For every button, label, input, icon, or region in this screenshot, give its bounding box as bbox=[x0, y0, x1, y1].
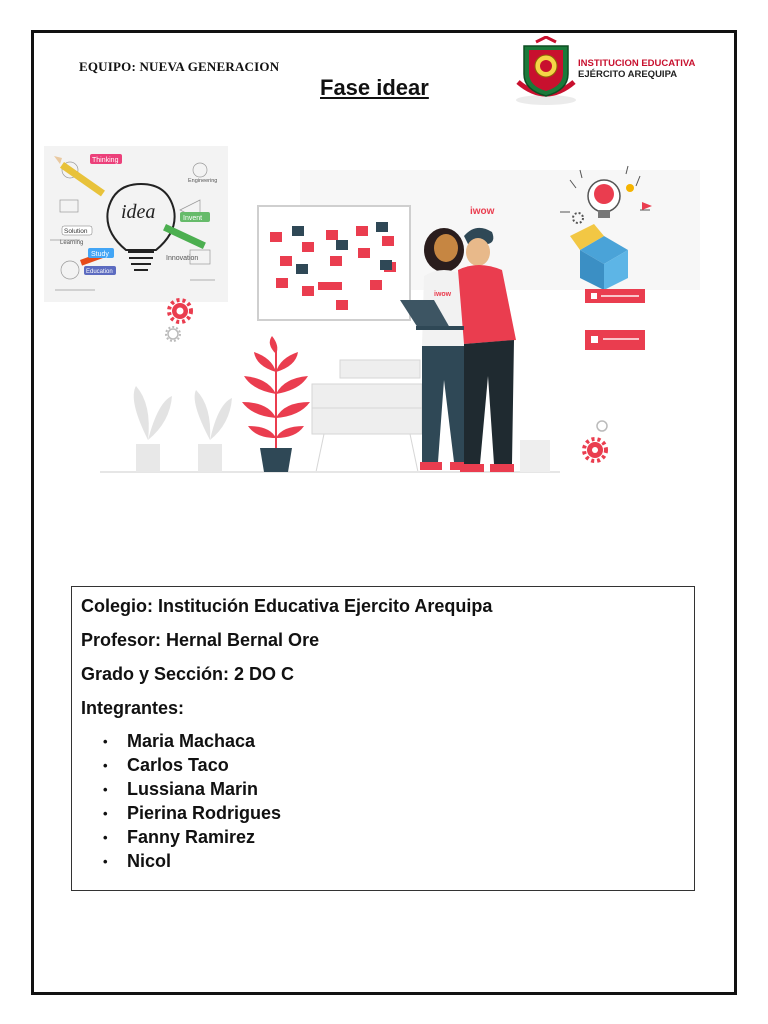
grade-line: Grado y Sección: 2 DO C bbox=[81, 664, 295, 684]
list-item: • Maria Machaca bbox=[127, 729, 685, 753]
gear-icon bbox=[166, 327, 180, 341]
team-name: EQUIPO: NUEVA GENERACION bbox=[79, 59, 280, 74]
gear-icon bbox=[584, 439, 606, 461]
idea-sketch-image bbox=[44, 146, 228, 302]
teacher-line: Profesor: Hernal Bernal Ore bbox=[81, 630, 320, 650]
members-label: Integrantes: bbox=[81, 698, 185, 718]
idea-word: Learning bbox=[60, 240, 84, 246]
shirt-mark: iwow bbox=[434, 291, 452, 298]
list-item: • Pierina Rodrigues bbox=[127, 801, 685, 825]
idea-word: Engineering bbox=[188, 178, 218, 184]
info-box bbox=[71, 586, 695, 891]
list-item: • Carlos Taco bbox=[127, 753, 685, 777]
comment-card bbox=[585, 330, 645, 350]
gear-icon bbox=[597, 421, 607, 431]
list-item: • Nicol bbox=[127, 849, 685, 873]
idea-word: Solution bbox=[64, 228, 88, 235]
members-list bbox=[81, 729, 685, 873]
logo-line-1: INSTITUCION EDUCATIVA bbox=[578, 58, 696, 69]
school-logo bbox=[510, 36, 710, 108]
ideation-illustration bbox=[40, 140, 700, 480]
page-title: Fase idear bbox=[320, 75, 429, 100]
plant-decor bbox=[134, 386, 232, 472]
idea-word: idea bbox=[121, 201, 156, 223]
idea-word: Invent bbox=[183, 215, 203, 222]
sticky-note-board bbox=[258, 206, 410, 320]
cabinet bbox=[312, 360, 422, 472]
idea-word: Education bbox=[86, 269, 113, 275]
gear-icon bbox=[169, 300, 191, 322]
comment-card bbox=[585, 289, 645, 303]
idea-word: Innovation bbox=[166, 255, 199, 262]
school-crest-icon bbox=[510, 36, 580, 108]
idea-word: Study bbox=[91, 251, 109, 258]
school-line: Colegio: Institución Educativa Ejercito Arequipa bbox=[81, 596, 493, 616]
red-plant bbox=[242, 336, 310, 472]
logo-line-2: EJÉRCITO AREQUIPA bbox=[578, 69, 678, 80]
idea-word: Thinking bbox=[92, 157, 119, 164]
brand-mark: iwow bbox=[470, 206, 495, 217]
list-item: • Fanny Ramirez bbox=[127, 825, 685, 849]
list-item: • Lussiana Marin bbox=[127, 777, 685, 801]
